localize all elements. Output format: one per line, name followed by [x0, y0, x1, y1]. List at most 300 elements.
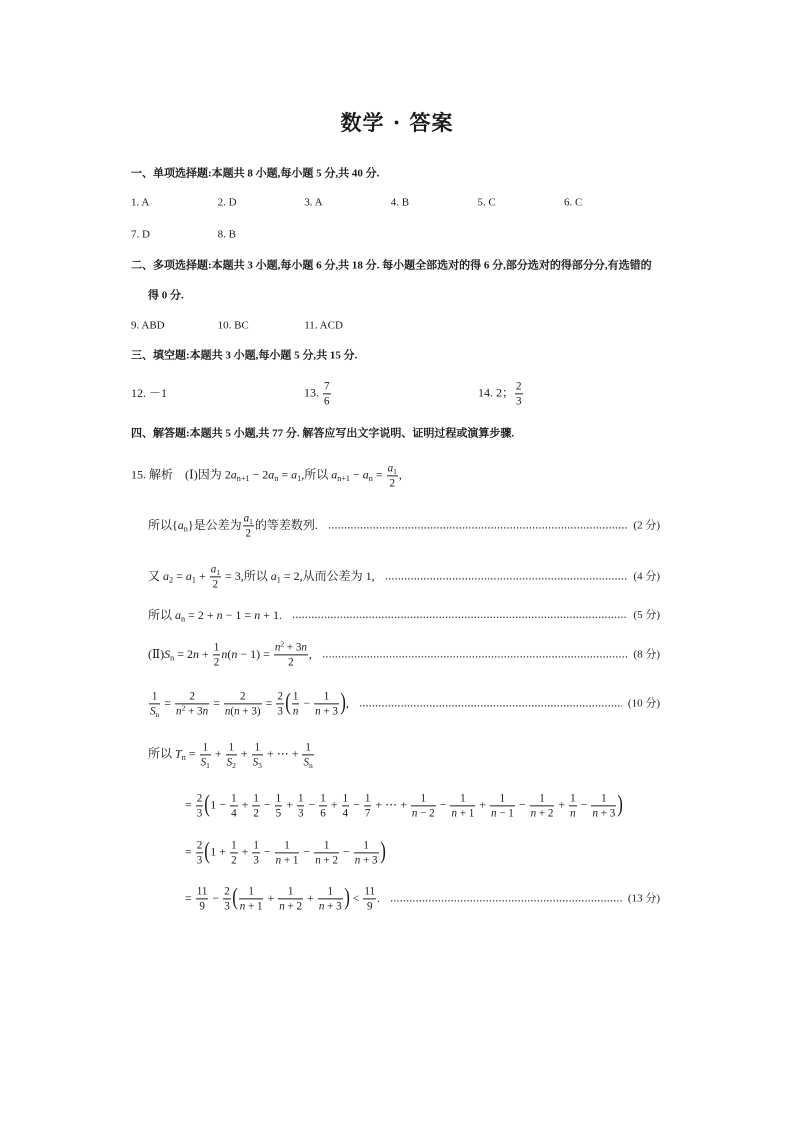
superscript: 2	[280, 639, 285, 649]
fraction-numerator	[252, 839, 260, 853]
math-variable: a	[185, 568, 192, 583]
math-text: ,	[308, 646, 312, 661]
subscript: n	[368, 474, 373, 484]
fraction-denominator	[354, 854, 379, 867]
answer-7: 7. D	[131, 228, 150, 241]
score-label: (13 分)	[627, 892, 660, 905]
math-variable: n	[221, 646, 228, 661]
math-text: 3	[196, 807, 203, 820]
fraction-denominator	[342, 807, 350, 820]
math-variable: a	[270, 568, 277, 583]
math-text: 1	[254, 741, 261, 754]
fraction-numerator	[278, 885, 303, 899]
fraction-denominator	[252, 756, 263, 769]
math-text: }是公差为	[187, 517, 242, 532]
math-text: 1 −	[210, 797, 230, 812]
answer-2: 2. D	[217, 196, 237, 209]
math-text: 11	[196, 885, 208, 898]
subscript: n	[308, 761, 313, 771]
fraction-denominator	[223, 900, 231, 913]
math-variable: n	[491, 807, 497, 820]
q15-line-2	[148, 512, 660, 539]
subscript: n	[170, 653, 175, 663]
fraction	[292, 690, 300, 717]
math-text: 4	[231, 807, 237, 820]
subscript: n	[181, 614, 186, 624]
fraction	[302, 741, 313, 771]
math-text: = 2	[174, 646, 194, 661]
fraction	[314, 690, 339, 717]
math-text: + 1	[281, 854, 299, 867]
subscript: 1	[216, 567, 220, 577]
math-text: 6	[324, 395, 330, 408]
big-parenthesis: (	[231, 884, 238, 911]
subscript: n+1	[236, 474, 250, 484]
score-label: (10 分)	[627, 697, 660, 710]
math-variable: S	[150, 705, 156, 718]
dot-leader	[292, 615, 627, 618]
fraction-denominator	[318, 900, 343, 913]
subscript: n+1	[337, 474, 350, 484]
dot-leader	[390, 900, 622, 903]
dot-leader	[359, 705, 622, 708]
math-text: − 1 =	[222, 607, 255, 622]
math-text: ,	[398, 467, 402, 482]
subscript: 1	[249, 516, 253, 526]
math-text: 1	[213, 641, 220, 654]
fraction	[226, 741, 237, 771]
fraction-numerator	[224, 690, 262, 704]
big-parenthesis: )	[343, 884, 350, 911]
fraction	[319, 792, 327, 819]
fraction	[210, 563, 221, 590]
fraction-denominator	[292, 705, 300, 718]
math-variable: T	[175, 746, 182, 761]
math-text: −	[350, 797, 363, 812]
fraction-denominator	[210, 578, 221, 591]
math-variable: n	[234, 705, 240, 718]
fraction-denominator	[196, 807, 204, 820]
math-text: 3	[253, 854, 259, 867]
math-variable: n	[451, 807, 457, 820]
fraction	[515, 380, 523, 407]
fraction-numerator	[149, 690, 160, 704]
math-text: 1	[601, 792, 607, 805]
answer-11: 11. ACD	[304, 319, 343, 332]
math-variable: n	[231, 646, 238, 661]
math-text: 5	[275, 807, 282, 820]
fraction-numerator	[196, 792, 204, 806]
q15-line-7	[148, 741, 315, 771]
math-text: +	[304, 890, 317, 905]
subscript: 1	[297, 474, 302, 484]
fraction	[230, 792, 238, 819]
fraction	[318, 885, 343, 912]
math-text: +	[476, 797, 490, 812]
math-text: 1	[539, 792, 545, 805]
math-text: 1	[284, 839, 290, 852]
math-text: −	[260, 797, 274, 812]
fraction-numerator	[411, 792, 436, 806]
fraction-numerator	[243, 512, 254, 526]
answer-3: 3. A	[304, 196, 323, 209]
answer-12	[131, 386, 167, 402]
answer-9: 9. ABD	[131, 319, 165, 332]
fraction	[363, 885, 376, 912]
math-text: 1 +	[210, 844, 230, 859]
math-text: + 3	[597, 807, 616, 820]
subscript: 1	[191, 575, 196, 585]
math-text: −	[260, 844, 274, 859]
q15-line-5	[148, 641, 660, 668]
answer-13	[304, 380, 332, 407]
math-text: = 3,所以	[222, 568, 271, 583]
fraction-denominator	[275, 854, 300, 867]
section1-heading: 一、单项选择题:本题共 8 小题,每小题 5 分,共 40 分.	[131, 167, 380, 180]
answer-4: 4. B	[390, 196, 410, 209]
fraction-denominator	[411, 807, 436, 820]
fraction-numerator	[387, 462, 398, 476]
subscript: 1	[276, 575, 281, 585]
math-text: + 3	[185, 705, 203, 718]
subscript: 1	[206, 761, 210, 771]
math-variable: n	[254, 607, 261, 622]
fraction-numerator	[490, 792, 515, 806]
math-text: =	[210, 695, 223, 710]
fraction	[175, 690, 209, 717]
fraction-denominator	[591, 807, 616, 820]
fraction	[252, 792, 260, 819]
math-text: + 2	[320, 854, 339, 867]
fraction	[200, 741, 211, 771]
q15-line-8-math	[185, 791, 624, 820]
math-text: 2	[516, 380, 522, 393]
math-text: 1	[202, 741, 208, 754]
section4-heading: 四、解答题:本题共 5 小题,共 77 分. 解答应写出文字说明、证明过程或演算步骤.	[131, 427, 515, 440]
math-variable: n	[411, 807, 418, 820]
fraction-numerator	[530, 792, 555, 806]
math-variable: S	[200, 756, 207, 769]
fraction-denominator	[149, 705, 160, 718]
math-text: + 3	[324, 900, 342, 913]
fraction-numerator	[196, 839, 204, 853]
math-text: 1	[275, 792, 282, 805]
fraction-numerator	[515, 380, 523, 394]
math-text: = 2 +	[185, 607, 217, 622]
math-text: 1	[570, 792, 576, 805]
section2-heading: 二、多项选择题:本题共 3 小题,每小题 6 分,共 18 分. 每小题全部选对的得 6 分,部分选对的得部分分,有选错的	[131, 259, 652, 272]
fraction-denominator	[569, 807, 577, 820]
fraction	[252, 839, 260, 866]
fraction-numerator	[364, 792, 372, 806]
dot-leader	[385, 578, 628, 581]
math-text: + ⋯ +	[263, 746, 302, 761]
math-text: − 2	[417, 807, 435, 820]
fraction-numerator	[230, 792, 238, 806]
fraction-denominator	[387, 477, 398, 490]
fraction	[314, 839, 339, 866]
fraction-numerator	[591, 792, 616, 806]
math-variable: a	[268, 467, 275, 482]
math-text: 2	[213, 656, 220, 669]
answer-14	[478, 380, 524, 407]
math-variable: a	[230, 467, 237, 482]
score-label: (4 分)	[633, 570, 660, 583]
math-text: 2	[253, 807, 259, 820]
math-text: 1	[253, 839, 259, 852]
math-text: =	[185, 890, 195, 905]
fraction	[224, 690, 262, 717]
answer-10: 10. BC	[217, 319, 249, 332]
q15-line-4-math	[148, 608, 282, 622]
fraction-denominator	[226, 756, 237, 769]
fraction-numerator	[196, 885, 209, 899]
q15-line-10	[185, 885, 660, 912]
math-text: 2	[245, 527, 251, 540]
math-text: + 1	[245, 900, 263, 913]
fraction	[354, 839, 379, 866]
math-text: 1	[460, 792, 466, 805]
fraction-numerator	[252, 792, 260, 806]
math-variable: a	[175, 607, 182, 622]
big-parenthesis: (	[204, 838, 211, 865]
fraction-denominator	[243, 527, 254, 540]
math-text: 1	[327, 885, 333, 898]
q15-line-7-math	[148, 741, 315, 771]
q15-line-4	[148, 608, 660, 622]
subscript: 2	[232, 761, 236, 771]
math-text: − 1	[496, 807, 514, 820]
fraction-denominator	[515, 395, 523, 408]
math-variable: a	[163, 568, 170, 583]
subscript: 2	[169, 575, 174, 585]
math-text: (	[230, 705, 235, 718]
fraction	[591, 792, 616, 819]
math-text: −	[340, 844, 353, 859]
math-text: 2	[288, 656, 294, 669]
fraction-denominator	[275, 807, 283, 820]
math-text: .	[377, 890, 381, 905]
q15-line-3-math	[148, 563, 375, 590]
math-text: 1	[248, 885, 254, 898]
answer-1: 1. A	[131, 196, 150, 209]
math-text: =	[372, 467, 386, 482]
fraction	[276, 690, 284, 717]
math-text: 1	[364, 792, 371, 805]
fraction-denominator	[297, 807, 305, 820]
math-text: =	[161, 695, 175, 710]
math-text: 1	[420, 792, 427, 805]
fraction-numerator	[276, 690, 284, 704]
math-variable: n	[592, 807, 598, 820]
big-parenthesis: )	[379, 838, 386, 865]
math-text: 1	[297, 792, 304, 805]
q15-line-5-math	[148, 641, 312, 668]
math-text: 14. 2；	[478, 385, 515, 400]
math-text: 所以	[148, 746, 176, 761]
math-text: + 3	[284, 641, 302, 654]
math-variable: n	[239, 900, 246, 913]
section2-heading-continued: 得 0 分.	[148, 289, 184, 302]
math-text: − 1) =	[237, 646, 273, 661]
fraction-numerator	[569, 792, 577, 806]
math-variable: n	[292, 705, 299, 718]
fraction	[252, 741, 263, 771]
math-text: −	[577, 797, 591, 812]
math-variable: a	[243, 512, 250, 525]
fraction-denominator	[363, 900, 376, 913]
fraction	[411, 792, 436, 819]
fraction	[387, 462, 398, 489]
fraction	[196, 792, 204, 819]
math-text: 2	[212, 578, 219, 591]
fraction-denominator	[314, 705, 339, 718]
math-text: =	[185, 844, 195, 859]
math-variable: S	[226, 756, 233, 769]
math-variable: a	[210, 563, 217, 576]
math-text: 1	[292, 690, 299, 703]
big-parenthesis: (	[204, 791, 211, 818]
math-text: (Ⅱ)	[148, 646, 165, 661]
fraction	[323, 380, 331, 407]
math-text: 9	[199, 900, 205, 913]
math-text: 11	[364, 885, 376, 898]
fraction	[230, 839, 238, 866]
fraction-numerator	[213, 641, 221, 655]
subscript: n	[155, 710, 160, 720]
math-text: 1	[499, 792, 506, 805]
math-text: =	[185, 746, 199, 761]
page-title: 数学 · 答案	[340, 110, 454, 135]
fraction-denominator	[196, 900, 209, 913]
subscript: n	[274, 474, 279, 484]
math-text: 3	[297, 807, 304, 820]
math-text: =	[278, 467, 292, 482]
math-text: 所以{	[148, 517, 178, 532]
math-text: +	[238, 844, 252, 859]
fraction-numerator	[318, 885, 343, 899]
math-text: + 3	[320, 705, 338, 718]
math-variable: a	[331, 467, 338, 482]
math-variable: n	[216, 607, 223, 622]
subscript: 1	[393, 466, 397, 476]
math-text: 7	[324, 380, 330, 393]
math-text: +	[195, 568, 209, 583]
math-text: +	[283, 797, 296, 812]
fraction	[275, 792, 283, 819]
fraction	[243, 512, 254, 539]
math-text: ,所以	[301, 467, 332, 482]
subscript: n	[181, 753, 186, 763]
section1-answers-row1	[131, 196, 651, 209]
fraction-numerator	[230, 839, 238, 853]
fraction-denominator	[323, 395, 331, 408]
math-variable: n	[301, 641, 307, 654]
math-variable: n	[318, 900, 325, 913]
fraction-numerator	[342, 792, 350, 806]
math-text: 3	[516, 395, 522, 408]
math-text: −	[305, 797, 319, 812]
fraction-numerator	[239, 885, 264, 899]
math-variable: n	[530, 807, 537, 820]
dot-leader	[328, 527, 628, 530]
q15-line-2-math	[148, 512, 318, 539]
fraction-denominator	[175, 705, 209, 718]
math-text: +	[199, 646, 212, 661]
math-text: 1	[253, 792, 259, 805]
subscript: 3	[258, 761, 262, 771]
math-text: −	[515, 797, 529, 812]
section1-answers-row2	[131, 228, 304, 241]
fraction-numerator	[314, 839, 339, 853]
q15-line-10-math	[185, 885, 380, 912]
math-text: + 3)	[239, 705, 261, 718]
fraction-denominator	[252, 807, 260, 820]
answer-12-math	[131, 386, 167, 400]
q15-line-6	[148, 689, 660, 720]
fraction-numerator	[319, 792, 327, 806]
math-text: + 2	[536, 807, 554, 820]
math-text: <	[349, 890, 363, 905]
math-text: 1	[342, 792, 349, 805]
math-text: 的等差数列.	[254, 517, 318, 532]
fraction	[213, 641, 221, 668]
fraction	[364, 792, 372, 819]
math-variable: n	[224, 705, 231, 718]
q15-line-1	[131, 462, 402, 489]
fraction	[569, 792, 577, 819]
math-text: +	[555, 797, 569, 812]
math-text: +	[264, 890, 278, 905]
fraction	[530, 792, 555, 819]
fraction-denominator	[276, 705, 284, 718]
q15-line-1-math	[131, 462, 402, 490]
section3-heading: 三、填空题:本题共 3 小题,每小题 5 分,共 15 分.	[131, 349, 358, 362]
math-text: 6	[320, 807, 326, 820]
fraction-numerator	[226, 741, 237, 755]
math-text: 1	[287, 885, 294, 898]
fraction-numerator	[297, 792, 305, 806]
math-text: 2	[231, 854, 237, 867]
math-text: =	[173, 568, 186, 583]
fraction	[223, 885, 231, 912]
score-label: (2 分)	[633, 519, 660, 532]
math-variable: a	[291, 467, 298, 482]
fraction	[149, 690, 160, 720]
fraction	[490, 792, 515, 819]
fraction	[278, 885, 303, 912]
fraction-denominator	[239, 900, 264, 913]
math-variable: S	[303, 756, 309, 769]
q15-line-9-math	[185, 838, 386, 867]
fraction-numerator	[363, 885, 376, 899]
dot-leader	[322, 656, 628, 659]
fraction-numerator	[200, 741, 211, 755]
fraction-denominator	[224, 705, 262, 718]
math-text: −	[436, 797, 450, 812]
math-text: 2	[239, 690, 246, 703]
math-variable: n	[315, 854, 321, 867]
math-text: +	[238, 797, 252, 812]
math-variable: n	[279, 900, 285, 913]
math-text: 3	[277, 705, 283, 718]
math-variable: n	[202, 705, 209, 718]
math-text: 又	[148, 568, 164, 583]
fraction-numerator	[274, 641, 308, 655]
fraction-numerator	[223, 885, 231, 899]
fraction-numerator	[292, 690, 300, 704]
math-text: 13.	[304, 385, 322, 400]
